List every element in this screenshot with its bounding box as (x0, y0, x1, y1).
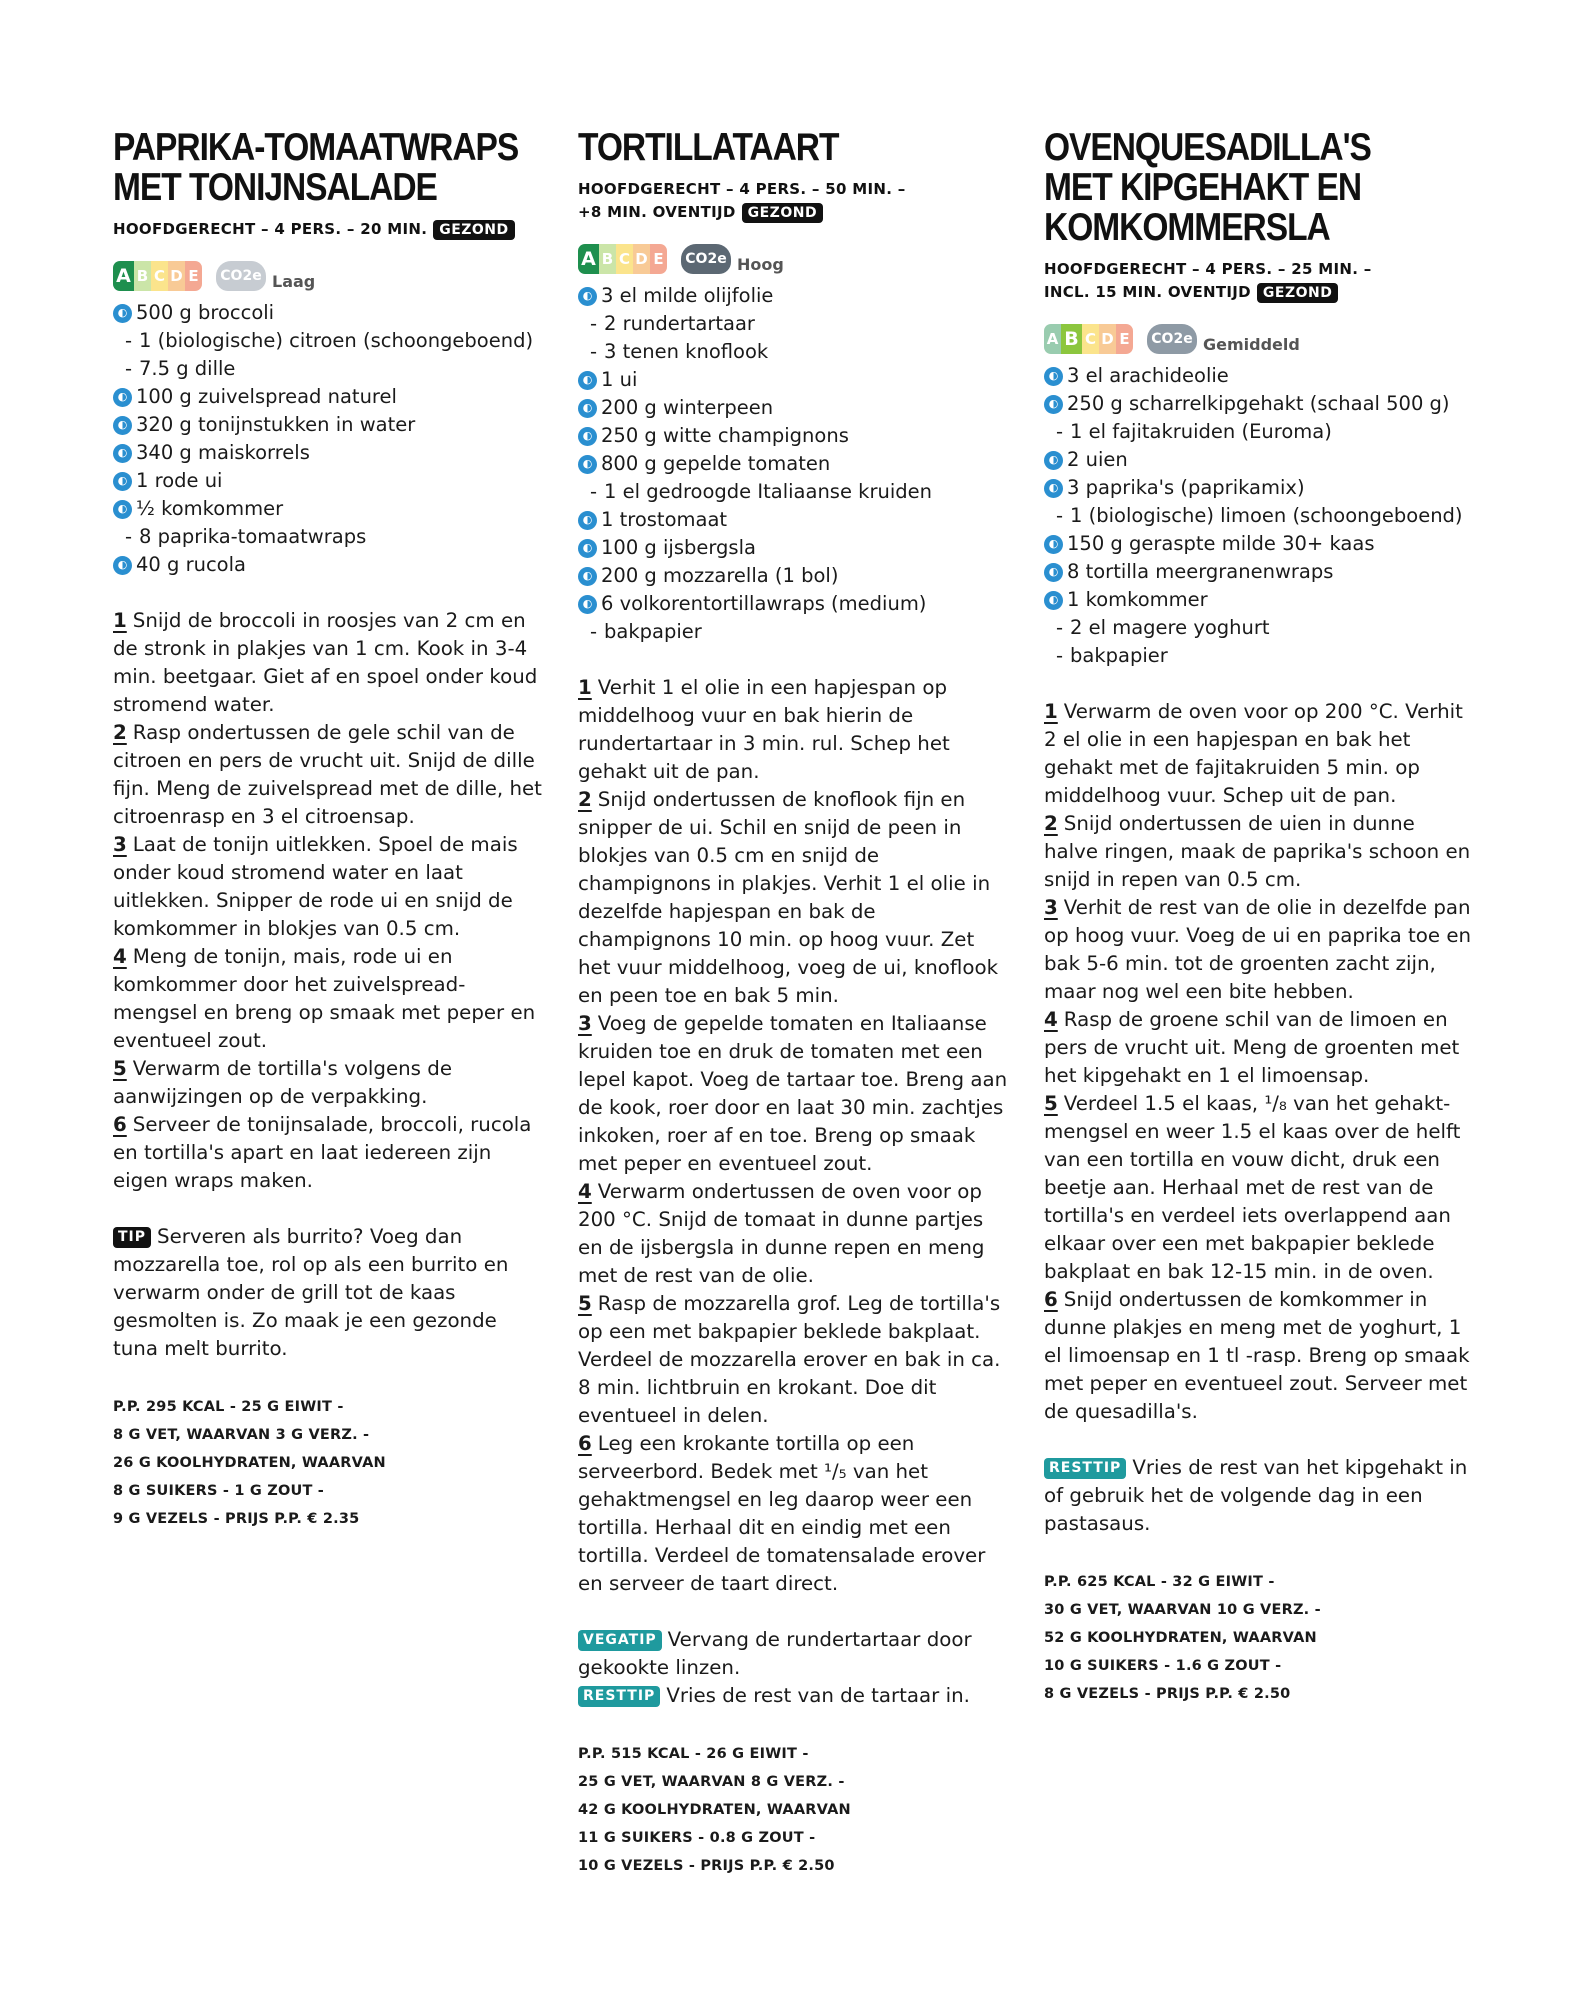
recipe-column-1 (113, 128, 543, 1533)
step (1044, 1286, 1474, 1426)
seasonal-icon: ◐ (1044, 479, 1063, 498)
ingredient-text: 3 el milde olijfolie (601, 284, 774, 307)
ingredient-text: 100 g ijsbergsla (601, 536, 756, 559)
ingredient-text: 2 rundertartaar (604, 312, 755, 335)
meta-line (578, 178, 1008, 201)
step-number: 2 (113, 721, 127, 744)
dash: - (125, 525, 133, 548)
recipe-column-3 (1044, 128, 1474, 1708)
step-text: Leg een krokante tortilla op een serveerbord. Bedek met ¹/₅ van het gehaktmengsel en leg daarop weer een tortilla. Herhaal dit en eindig met een tortilla. Verdeel de tomatensalade erover en serveer de taart direct. (578, 1432, 986, 1595)
nutriscore-letter: A (578, 244, 599, 274)
nutrition-line: 8 G VET, WAARVAN 3 G VERZ. - (113, 1427, 370, 1443)
ingredient-item (578, 310, 1008, 338)
tip-label: TIP (113, 1227, 151, 1248)
meta-line (1044, 281, 1474, 304)
ingredient-text: 1 el gedroogde Italiaanse kruiden (604, 480, 932, 503)
nutrition-line: 10 G SUIKERS - 1.6 G ZOUT - (1044, 1658, 1282, 1674)
seasonal-icon: ◐ (578, 539, 597, 558)
ingredient-text: 1 ui (601, 368, 638, 391)
ingredient-text: bakpapier (1070, 644, 1168, 667)
dash: - (590, 620, 598, 643)
step (113, 1111, 543, 1195)
ingredient-text: 3 paprika's (paprikamix) (1067, 476, 1305, 499)
ingredient-text: 3 el arachideolie (1067, 364, 1229, 387)
recipe-tips (1044, 1454, 1474, 1538)
step-text: Serveer de tonijnsalade, broccoli, rucola en tortilla's apart en laat iedereen zijn eigen wraps maken. (113, 1113, 532, 1192)
step-text: Laat de tonijn uitlekken. Spoel de mais onder koud stromend water en laat uitlekken. Snipper de rode ui en snijd de komkommer in blokjes van 0.5 cm. (113, 833, 518, 940)
seasonal-icon: ◐ (1044, 563, 1063, 582)
ingredient-item (113, 495, 543, 523)
recipe-steps (1044, 698, 1474, 1426)
recipe-meta (1044, 258, 1474, 304)
ingredient-text: 1 el fajitakruiden (Euroma) (1070, 420, 1332, 443)
ingredient-text: ½ komkommer (136, 497, 284, 520)
nutriscore-letter: A (113, 261, 134, 291)
recipe-title-line: MET KIPGEHAKT EN (1044, 166, 1362, 209)
ingredient-item (1044, 390, 1474, 418)
nutrition-line: 10 G VEZELS - PRIJS P.P. € 2.50 (578, 1858, 835, 1874)
nutriscore-letter: B (599, 244, 616, 274)
ingredient-item (578, 506, 1008, 534)
nutriscore-badge (578, 244, 667, 274)
step-number: 4 (1044, 1008, 1058, 1031)
seasonal-icon: ◐ (578, 371, 597, 390)
ingredient-item (578, 450, 1008, 478)
nutriscore-letter: E (650, 244, 667, 274)
seasonal-icon: ◐ (578, 427, 597, 446)
seasonal-icon: ◐ (578, 287, 597, 306)
nutriscore-letter: C (151, 261, 168, 291)
health-badge: GEZOND (742, 203, 823, 223)
nutrition-line: 9 G VEZELS - PRIJS P.P. € 2.35 (113, 1511, 360, 1527)
step-number: 5 (113, 1057, 127, 1080)
seasonal-icon: ◐ (1044, 591, 1063, 610)
seasonal-icon: ◐ (578, 399, 597, 418)
seasonal-icon: ◐ (578, 455, 597, 474)
meta-text: HOOFDGERECHT – 4 PERS. – 25 MIN. – (1044, 260, 1372, 278)
ingredient-text: 200 g mozzarella (1 bol) (601, 564, 839, 587)
ingredient-list (1044, 362, 1474, 670)
nutriscore-badge (113, 261, 202, 291)
ingredient-text: 800 g gepelde tomaten (601, 452, 831, 475)
step (578, 674, 1008, 786)
recipe-title-line: KOMKOMMERSLA (1044, 206, 1330, 249)
step (1044, 810, 1474, 894)
ingredient-text: 500 g broccoli (136, 301, 275, 324)
step-text: Meng de tonijn, mais, rode ui en komkommer door het zuivelspread-mengsel en breng op smaak met peper en eventueel zout. (113, 945, 536, 1052)
step-number: 3 (1044, 896, 1058, 919)
step (1044, 698, 1474, 810)
meta-line (1044, 258, 1474, 281)
ingredient-item (113, 299, 543, 327)
dash: - (590, 480, 598, 503)
ingredient-text: 40 g rucola (136, 553, 246, 576)
recipe-labels (578, 242, 1008, 276)
ingredient-item (113, 355, 543, 383)
ingredient-item (578, 366, 1008, 394)
step-number: 1 (578, 676, 592, 699)
recipe-title-line: TORTILLATAART (578, 126, 839, 169)
ingredient-text: 340 g maiskorrels (136, 441, 310, 464)
nutriscore-letter: E (185, 261, 202, 291)
dash: - (1056, 616, 1064, 639)
nutrition-line: 8 G SUIKERS - 1 G ZOUT - (113, 1483, 325, 1499)
step-number: 3 (113, 833, 127, 856)
step (113, 719, 543, 831)
ingredient-text: 1 rode ui (136, 469, 223, 492)
seasonal-icon: ◐ (578, 567, 597, 586)
ingredient-item (578, 478, 1008, 506)
ingredient-text: bakpapier (604, 620, 702, 643)
ingredient-text: 6 volkorentortillawraps (medium) (601, 592, 927, 615)
step-number: 5 (578, 1292, 592, 1315)
nutrition-line: 30 G VET, WAARVAN 10 G VERZ. - (1044, 1602, 1321, 1618)
nutriscore-badge (1044, 324, 1133, 354)
step (578, 1178, 1008, 1290)
recipe-title-line: OVENQUESADILLA'S (1044, 126, 1371, 169)
step-number: 6 (113, 1113, 127, 1136)
recipe-title (113, 126, 519, 209)
ingredient-list (578, 282, 1008, 646)
seasonal-icon: ◐ (113, 304, 132, 323)
step-text: Verhit 1 el olie in een hapjespan op middelhoog vuur en bak hierin de rundertartaar in 3 min. rul. Schep het gehakt uit de pan. (578, 676, 950, 783)
health-badge: GEZOND (433, 220, 514, 240)
seasonal-icon: ◐ (1044, 451, 1063, 470)
ingredient-item (113, 383, 543, 411)
co2-cloud-icon: CO2e (216, 261, 266, 291)
co2-cloud-icon: CO2e (681, 244, 731, 274)
seasonal-icon: ◐ (1044, 535, 1063, 554)
ingredient-text: 1 (biologische) limoen (schoongeboend) (1070, 504, 1463, 527)
recipe-steps (113, 607, 543, 1195)
ingredient-item (1044, 614, 1474, 642)
ingredient-text: 200 g winterpeen (601, 396, 774, 419)
recipe-meta (113, 218, 543, 241)
step-text: Rasp de groene schil van de limoen en pers de vrucht uit. Meng de groenten met het kipgehakt en 1 el limoensap. (1044, 1008, 1460, 1087)
step (1044, 1090, 1474, 1286)
step-text: Snijd de broccoli in roosjes van 2 cm en de stronk in plakjes van 1 cm. Kook in 3-4 min. beetgaar. Giet af en spoel onder koud stromend water. (113, 609, 538, 716)
step-text: Rasp ondertussen de gele schil van de citroen en pers de vrucht uit. Snijd de dille fijn. Meng de zuivelspread met de dille, het citroenrasp en 3 el citroensap. (113, 721, 542, 828)
recipe-title-line: MET TONIJNSALADE (113, 166, 437, 209)
nutriscore-letter: C (616, 244, 633, 274)
seasonal-icon: ◐ (1044, 367, 1063, 386)
step-text: Verwarm ondertussen de oven voor op 200 °C. Snijd de tomaat in dunne partjes en de ijsbergsla in dunne repen en meng met de rest van de olie. (578, 1180, 985, 1287)
dash: - (1056, 644, 1064, 667)
step (578, 1290, 1008, 1430)
nutrition-line: 52 G KOOLHYDRATEN, WAARVAN (1044, 1630, 1317, 1646)
ingredient-item (113, 327, 543, 355)
ingredient-item (113, 551, 543, 579)
seasonal-icon: ◐ (113, 556, 132, 575)
ingredient-text: 2 el magere yoghurt (1070, 616, 1270, 639)
tip-label: VEGATIP (578, 1630, 662, 1651)
ingredient-item (113, 439, 543, 467)
meta-text: HOOFDGERECHT – 4 PERS. – 20 MIN. (113, 220, 428, 238)
tip (578, 1626, 1008, 1682)
step-number: 2 (1044, 812, 1058, 835)
co2-level: Laag (272, 271, 316, 291)
ingredient-item (1044, 446, 1474, 474)
ingredient-text: 150 g geraspte milde 30+ kaas (1067, 532, 1375, 555)
ingredient-item (113, 523, 543, 551)
dash: - (590, 312, 598, 335)
nutrition-line: P.P. 625 KCAL - 32 G EIWIT - (1044, 1574, 1275, 1590)
nutriscore-letter: B (1061, 324, 1082, 354)
nutrition-line: 42 G KOOLHYDRATEN, WAARVAN (578, 1802, 851, 1818)
recipe-labels (113, 259, 543, 293)
nutriscore-letter: B (134, 261, 151, 291)
nutrition-info (578, 1740, 1008, 1880)
tip-label: RESTTIP (1044, 1458, 1126, 1479)
tip (113, 1223, 543, 1363)
co2-level: Hoog (737, 254, 784, 274)
recipe-tips (113, 1223, 543, 1363)
ingredient-text: 7.5 g dille (139, 357, 236, 380)
ingredient-item (578, 618, 1008, 646)
step-number: 6 (1044, 1288, 1058, 1311)
step-number: 1 (113, 609, 127, 632)
seasonal-icon: ◐ (113, 472, 132, 491)
dash: - (125, 329, 133, 352)
tip-text: Vervang de rundertartaar door gekookte linzen. (578, 1628, 972, 1679)
ingredient-item (578, 282, 1008, 310)
ingredient-text: 100 g zuivelspread naturel (136, 385, 397, 408)
dash: - (1056, 504, 1064, 527)
ingredient-text: 3 tenen knoflook (604, 340, 769, 363)
meta-text: HOOFDGERECHT – 4 PERS. – 50 MIN. – (578, 180, 906, 198)
step (578, 1010, 1008, 1178)
step-number: 4 (578, 1180, 592, 1203)
step-number: 5 (1044, 1092, 1058, 1115)
step (113, 831, 543, 943)
recipe-title (1044, 128, 1414, 248)
meta-text: INCL. 15 MIN. OVENTIJD (1044, 283, 1251, 301)
ingredient-item (1044, 474, 1474, 502)
ingredient-item (113, 411, 543, 439)
nutriscore-letter: C (1082, 324, 1099, 354)
nutrition-line: 26 G KOOLHYDRATEN, WAARVAN (113, 1455, 386, 1471)
ingredient-item (1044, 530, 1474, 558)
ingredient-list (113, 299, 543, 579)
tip (1044, 1454, 1474, 1538)
meta-line (578, 201, 1008, 224)
tip-label: RESTTIP (578, 1686, 660, 1707)
nutrition-line: P.P. 295 KCAL - 25 G EIWIT - (113, 1399, 344, 1415)
nutriscore-letter: A (1044, 324, 1061, 354)
nutriscore-letter: E (1116, 324, 1133, 354)
recipe-column-2 (578, 128, 1008, 1880)
nutrition-info (1044, 1568, 1474, 1708)
seasonal-icon: ◐ (578, 511, 597, 530)
step-text: Snijd ondertussen de uien in dunne halve ringen, maak de paprika's schoon en snijd in repen van 0.5 cm. (1044, 812, 1471, 891)
co2-level: Gemiddeld (1203, 334, 1300, 354)
tip-text: Vries de rest van de tartaar in. (666, 1684, 970, 1707)
nutrition-info (113, 1393, 543, 1533)
ingredient-text: 1 komkommer (1067, 588, 1208, 611)
nutriscore-letter: D (1099, 324, 1116, 354)
ingredient-item (1044, 558, 1474, 586)
step (113, 607, 543, 719)
step (578, 786, 1008, 1010)
step-number: 1 (1044, 700, 1058, 723)
nutriscore-letter: D (168, 261, 185, 291)
seasonal-icon: ◐ (578, 595, 597, 614)
step-text: Snijd ondertussen de komkommer in dunne plakjes en meng met de yoghurt, 1 el limoensap en 1 tl -rasp. Breng op smaak met peper en eventueel zout. Serveer met de quesadilla's. (1044, 1288, 1470, 1423)
step (1044, 1006, 1474, 1090)
step-number: 4 (113, 945, 127, 968)
step (1044, 894, 1474, 1006)
ingredient-text: 2 uien (1067, 448, 1128, 471)
dash: - (590, 340, 598, 363)
step-number: 2 (578, 788, 592, 811)
ingredient-item (1044, 642, 1474, 670)
tip (578, 1682, 1008, 1710)
recipe-tips (578, 1626, 1008, 1710)
recipe-steps (578, 674, 1008, 1598)
ingredient-item (1044, 586, 1474, 614)
ingredient-item (578, 534, 1008, 562)
seasonal-icon: ◐ (113, 416, 132, 435)
ingredient-item (578, 338, 1008, 366)
step (578, 1430, 1008, 1598)
tip-text: Vries de rest van het kipgehakt in of gebruik het de volgende dag in een pastasaus. (1044, 1456, 1468, 1535)
ingredient-text: 8 paprika-tomaatwraps (139, 525, 367, 548)
recipe-title-line: PAPRIKA-TOMAATWRAPS (113, 126, 519, 169)
health-badge: GEZOND (1257, 283, 1338, 303)
co2-cloud-icon: CO2e (1147, 324, 1197, 354)
nutrition-line: 8 G VEZELS - PRIJS P.P. € 2.50 (1044, 1686, 1291, 1702)
ingredient-item (1044, 418, 1474, 446)
step-text: Verdeel 1.5 el kaas, ¹/₈ van het gehakt-mengsel en weer 1.5 el kaas over de helft van een tortilla en vouw dicht, druk een beetje aan. Herhaal met de rest van de tortilla's en verdeel iets overlappend aan elkaar over een met bakpapier beklede bakplaat en bak 12-15 min. in de oven. (1044, 1092, 1461, 1283)
dash: - (125, 357, 133, 380)
step-text: Verhit de rest van de olie in dezelfde pan op hoog vuur. Voeg de ui en paprika toe en bak 5-6 min. tot de groenten zacht zijn, maar nog wel een bite hebben. (1044, 896, 1472, 1003)
step-text: Snijd ondertussen de knoflook fijn en snipper de ui. Schil en snijd de peen in blokjes van 0.5 cm en snijd de champignons in plakjes. Verhit 1 el olie in dezelfde hapjespan en bak de champignons 10 min. op hoog vuur. Zet het vuur middelhoog, voeg de ui, knoflook en peen toe en bak 5 min. (578, 788, 999, 1007)
nutrition-line: P.P. 515 KCAL - 26 G EIWIT - (578, 1746, 809, 1762)
recipe-meta (578, 178, 1008, 224)
dash: - (1056, 420, 1064, 443)
step-number: 3 (578, 1012, 592, 1035)
step-text: Voeg de gepelde tomaten en Italiaanse kruiden toe en druk de tomaten met een lepel kapot. Voeg de tartaar toe. Breng aan de kook, roer door en laat 30 min. zachtjes inkoken, roer af en toe. Breng op smaak met peper en eventueel zout. (578, 1012, 1008, 1175)
ingredient-item (1044, 362, 1474, 390)
meta-text: +8 MIN. OVENTIJD (578, 203, 736, 221)
ingredient-item (113, 467, 543, 495)
ingredient-text: 250 g scharrelkipgehakt (schaal 500 g) (1067, 392, 1450, 415)
step-text: Rasp de mozzarella grof. Leg de tortilla's op een met bakpapier beklede bakplaat. Verdeel de mozzarella erover en bak in ca. 8 min. lichtbruin en krokant. Doe dit eventueel in delen. (578, 1292, 1001, 1427)
ingredient-text: 8 tortilla meergranenwraps (1067, 560, 1334, 583)
step-number: 6 (578, 1432, 592, 1455)
seasonal-icon: ◐ (113, 388, 132, 407)
meta-line (113, 218, 543, 241)
recipe-labels (1044, 322, 1474, 356)
nutriscore-letter: D (633, 244, 650, 274)
ingredient-text: 1 trostomaat (601, 508, 728, 531)
seasonal-icon: ◐ (113, 444, 132, 463)
step (113, 1055, 543, 1111)
ingredient-item (578, 422, 1008, 450)
seasonal-icon: ◐ (1044, 395, 1063, 414)
nutrition-line: 25 G VET, WAARVAN 8 G VERZ. - (578, 1774, 845, 1790)
step (113, 943, 543, 1055)
seasonal-icon: ◐ (113, 500, 132, 519)
ingredient-text: 1 (biologische) citroen (schoongeboend) (139, 329, 534, 352)
step-text: Verwarm de tortilla's volgens de aanwijzingen op de verpakking. (113, 1057, 452, 1108)
ingredient-item (578, 394, 1008, 422)
ingredient-item (578, 590, 1008, 618)
step-text: Verwarm de oven voor op 200 °C. Verhit 2 el olie in een hapjespan en bak het gehakt met de fajitakruiden 5 min. op middelhoog vuur. Schep uit de pan. (1044, 700, 1463, 807)
ingredient-text: 320 g tonijnstukken in water (136, 413, 416, 436)
recipe-title (578, 128, 948, 168)
ingredient-text: 250 g witte champignons (601, 424, 849, 447)
nutrition-line: 11 G SUIKERS - 0.8 G ZOUT - (578, 1830, 816, 1846)
tip-text: Serveren als burrito? Voeg dan mozzarella toe, rol op als een burrito en verwarm onder de grill tot de kaas gesmolten is. Zo maak je een gezonde tuna melt burrito. (113, 1225, 509, 1360)
ingredient-item (578, 562, 1008, 590)
ingredient-item (1044, 502, 1474, 530)
